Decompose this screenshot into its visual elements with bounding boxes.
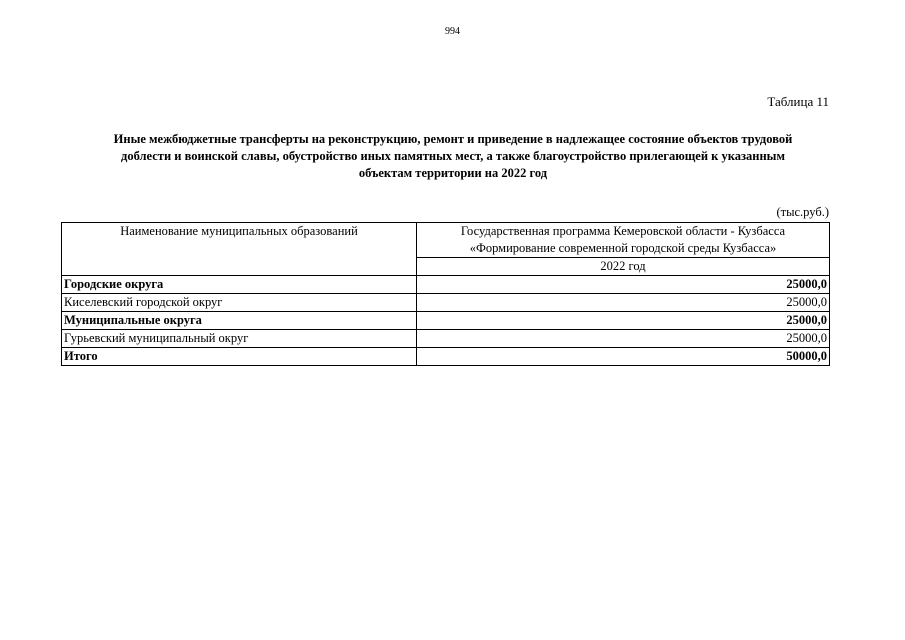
row-name: Муниципальные округа [62,312,417,330]
table-row [62,330,830,348]
table-row-total [62,348,830,366]
title-line-2: доблести и воинской славы, обустройство иных памятных мест, а также благоустройство прилегающей к указанным [121,149,785,163]
units-label: (тыс.руб.) [776,205,829,219]
title-line-3: объектам территории на 2022 год [358,166,548,180]
transfers-table [61,222,830,366]
row-name: Гурьевский муниципальный округ [62,330,417,348]
title-line-1: Иные межбюджетные трансферты на реконструкцию, ремонт и приведение в надлежащее состояние объектов трудовой [113,132,793,146]
row-name: Городские округа [62,276,417,294]
table-row [62,312,830,330]
table-label: Таблица 11 [767,94,829,109]
row-value: 25000,0 [417,276,830,294]
header-program-line-2: «Формирование современной городской среды Кузбасса» [469,241,777,255]
header-program-column [417,223,830,258]
header-row [62,223,830,258]
header-name-column: Наименование муниципальных образований [62,223,417,276]
document-title [60,131,846,182]
row-name: Итого [62,348,417,366]
page-number: 994 [445,26,460,37]
header-program-line-1: Государственная программа Кемеровской области - Кузбасса [460,224,786,238]
row-value: 25000,0 [417,294,830,312]
row-value: 25000,0 [417,312,830,330]
table-row [62,276,830,294]
row-value: 50000,0 [417,348,830,366]
row-name: Киселевский городской округ [62,294,417,312]
header-year: 2022 год [417,258,830,276]
row-value: 25000,0 [417,330,830,348]
table-row [62,294,830,312]
